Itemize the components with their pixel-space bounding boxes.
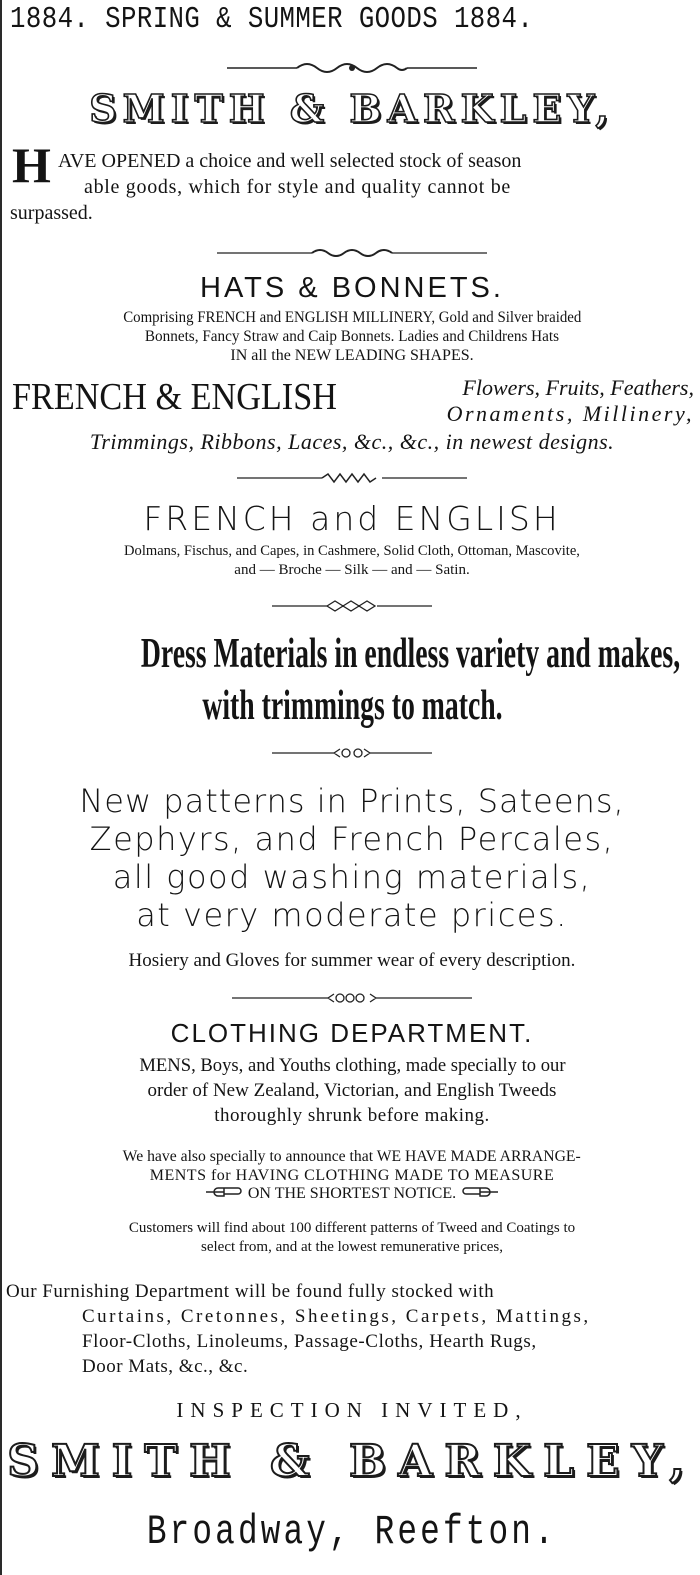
furnishing-line-1: Our Furnishing Department will be found fully stocked with (6, 1281, 495, 1302)
ornamental-divider (2, 990, 700, 1006)
ornamental-divider (2, 598, 700, 614)
hats-heading: HATS & BONNETS. (200, 272, 504, 304)
pointing-hand-icon (204, 1185, 244, 1204)
clothing-customers-1: Customers will find about 100 different patterns of Tweed and Coatings to (128, 1220, 576, 1236)
clothing-customers-2: select from, and at the lowest remunerative prices, (201, 1239, 503, 1255)
furnishing-line-3: Floor-Cloths, Linoleums, Passage-Cloths, Hearth Rugs, (82, 1331, 537, 1352)
prints-line-1: New patterns in Prints, Sateens, (79, 782, 625, 820)
clothing-notice-1: We have also specially to announce that WE HAVE MADE ARRANGE- (122, 1148, 581, 1165)
clothing-notice-2: MENTS for HAVING CLOTHING MADE TO MEASURE (149, 1167, 555, 1184)
header-title: 1884. SPRING & SUMMER GOODS 1884. (10, 2, 534, 37)
mantles-line-2: and — Broche — Silk — and — Satin. (234, 562, 470, 578)
prints-hosiery: Hosiery and Gloves for summer wear of every description. (128, 950, 576, 971)
hats-line-2: Bonnets, Fancy Straw and Caip Bonnets. Ladies and Childrens Hats (144, 328, 560, 345)
dress-line-2: with trimmings to match. (201, 683, 503, 729)
intro-line-3: surpassed. (10, 202, 93, 224)
intro-line-2: able goods, which for style and quality cannot be (84, 176, 511, 198)
millinery-big-left: FRENCH & ENGLISH (12, 376, 337, 418)
clothing-line-2: order of New Zealand, Victorian, and English Tweeds (147, 1080, 557, 1101)
mantles-heading: FRENCH and ENGLISH (143, 499, 561, 538)
clothing-notice-3: ON THE SHORTEST NOTICE. (247, 1185, 457, 1203)
ornamental-divider (2, 745, 700, 761)
footer-address: Broadway, Reefton. (146, 1508, 558, 1556)
clothing-line-1: MENS, Boys, and Youths clothing, made specially to our (138, 1055, 566, 1076)
millinery-line-3: Trimmings, Ribbons, Laces, &c., &c., in newest designs. (89, 429, 615, 454)
clothing-line-3: thoroughly shrunk before making. (214, 1105, 490, 1126)
intro-drop-cap: H (12, 137, 51, 193)
prints-line-2: Zephyrs, and French Percales, (89, 820, 615, 858)
prints-line-4: at very moderate prices. (136, 896, 568, 934)
ornamental-divider (2, 470, 700, 486)
millinery-right-2: Ornaments, Millinery, (446, 401, 694, 426)
clothing-heading: CLOTHING DEPARTMENT. (170, 1018, 534, 1048)
furnishing-line-2: Curtains, Cretonnes, Sheetings, Carpets, Mattings, (82, 1306, 591, 1327)
footer-firm-name: SMITH & BARKLEY, (7, 1436, 697, 1487)
hats-line-3: IN all the NEW LEADING SHAPES. (230, 347, 474, 364)
firm-name: SMITH & BARKLEY, (89, 86, 615, 131)
intro-line-1: AVE OPENED a choice and well selected stock of season (58, 150, 522, 172)
furnishing-line-4: Door Mats, &c., &c. (82, 1356, 249, 1377)
pointing-hand-icon (460, 1185, 500, 1204)
millinery-right-1: Flowers, Fruits, Feathers, (462, 375, 694, 400)
inspection-invited: INSPECTION INVITED, (176, 1398, 528, 1422)
prints-line-3: all good washing materials, (112, 858, 592, 896)
mantles-line-1: Dolmans, Fischus, and Capes, in Cashmere, Solid Cloth, Ottoman, Mascovite, (124, 543, 580, 559)
dress-line-1: Dress Materials in endless variety and makes, (140, 631, 681, 677)
ornamental-divider (2, 245, 700, 261)
clothing-notice-3-row (2, 1185, 700, 1204)
hats-line-1: Comprising FRENCH and ENGLISH MILLINERY, Gold and Silver braided (122, 309, 582, 326)
ornamental-divider (2, 60, 700, 76)
